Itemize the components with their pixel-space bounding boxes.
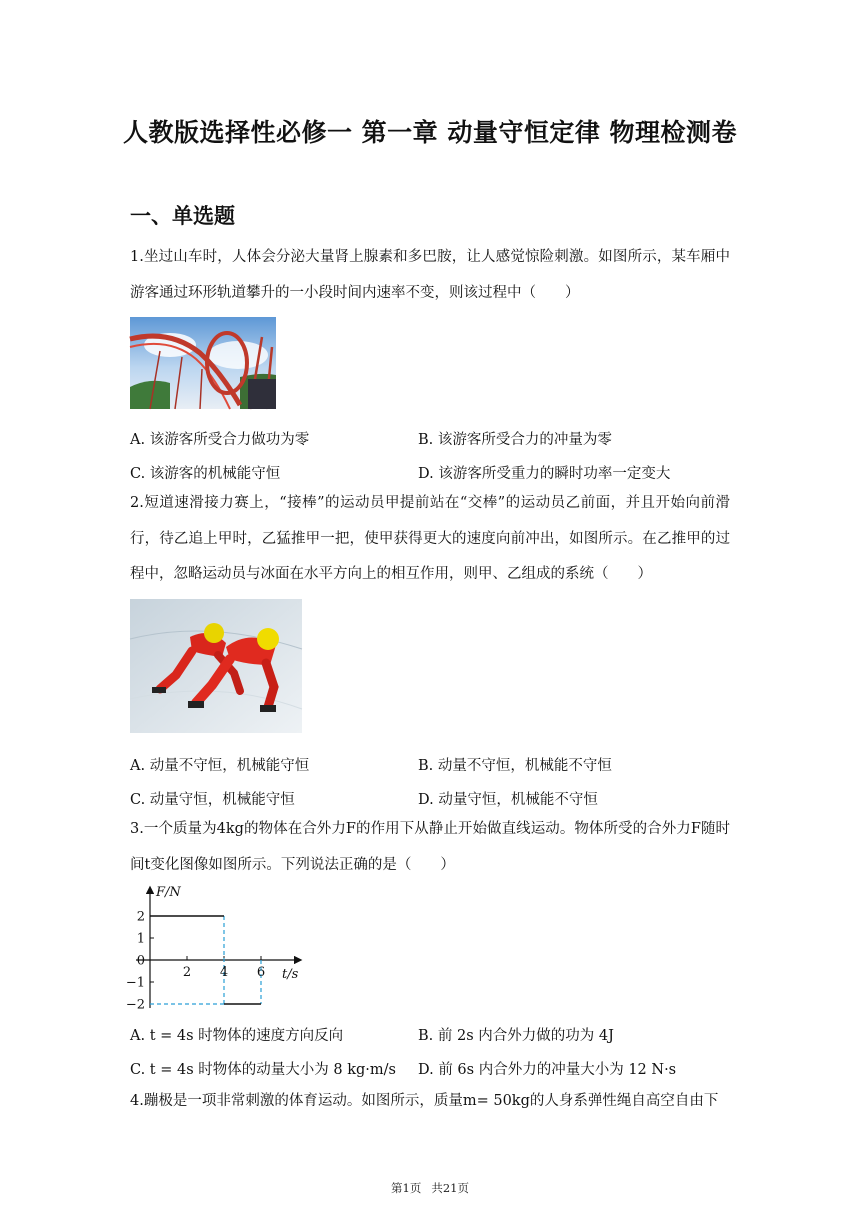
section-heading: 一、单选题 — [130, 204, 235, 228]
speed-skating-image — [130, 599, 302, 733]
page-number: 第1页 — [391, 1181, 422, 1195]
x-tick-label: 6 — [256, 965, 266, 980]
y-tick-label: 2 — [136, 909, 145, 925]
page-total: 共21页 — [431, 1181, 469, 1195]
q3-option-b: B. 前 2s 内合外力做的功为 4J — [418, 1028, 614, 1044]
q2-option-c: C. 动量守恒，机械能守恒 — [130, 792, 295, 808]
page-footer — [0, 1180, 860, 1196]
y-tick-label: −1 — [125, 975, 145, 991]
x-tick-label: 4 — [219, 965, 229, 980]
y-tick-label: −2 — [125, 997, 145, 1013]
q1-option-d: D. 该游客所受重力的瞬时功率一定变大 — [418, 466, 671, 482]
q1-option-a: A. 该游客所受合力做功为零 — [130, 432, 310, 448]
q1-option-b: B. 该游客所受合力的冲量为零 — [418, 432, 612, 448]
y-tick-label: 0 — [136, 953, 145, 969]
q1-option-c: C. 该游客的机械能守恒 — [130, 466, 281, 482]
y-axis-label: F/N — [156, 885, 181, 900]
question-3-stem: 3.一个质量为4kg的物体在合外力F的作用下从静止开始做直线运动。物体所受的合外力F随时间t变化图像如图所示。下列说法正确的是（ ） — [130, 821, 730, 873]
x-axis-label: t/s — [282, 967, 299, 982]
x-tick-label: 2 — [182, 965, 192, 980]
roller-coaster-image — [130, 317, 276, 409]
force-time-chart — [125, 880, 308, 1013]
y-tick-label: 1 — [136, 931, 145, 947]
document-title: 人教版选择性必修一 第一章 动量守恒定律 物理检测卷 — [122, 118, 738, 147]
q3-option-c: C. t = 4s 时物体的动量大小为 8 kg·m/s — [130, 1062, 396, 1078]
q2-option-a: A. 动量不守恒，机械能守恒 — [130, 758, 310, 774]
question-2-stem: 2.短道速滑接力赛上，“接棒”的运动员甲提前站在“交棒”的运动员乙前面，并且开始向前滑行，待乙追上甲时，乙猛推甲一把，使甲获得更大的速度向前冲出，如图所示。在乙推甲的过程中，忽略运动员与冰面在水平方向上的相互作用，则甲、乙组成的系统（ ） — [130, 495, 730, 582]
q2-option-d: D. 动量守恒，机械能不守恒 — [418, 792, 598, 808]
q2-option-b: B. 动量不守恒，机械能不守恒 — [418, 758, 612, 774]
q3-option-a: A. t = 4s 时物体的速度方向反向 — [130, 1028, 344, 1044]
q3-option-d: D. 前 6s 内合外力的冲量大小为 12 N·s — [418, 1062, 677, 1078]
question-1-stem: 1.坐过山车时，人体会分泌大量肾上腺素和多巴胺，让人感觉惊险刺激。如图所示，某车厢中游客通过环形轨道攀升的一小段时间内速率不变，则该过程中（ ） — [130, 249, 730, 301]
question-4-stem: 4.蹦极是一项非常刺激的体育运动。如图所示，质量m= 50kg的人身系弹性绳自高空自由下 — [130, 1093, 719, 1109]
